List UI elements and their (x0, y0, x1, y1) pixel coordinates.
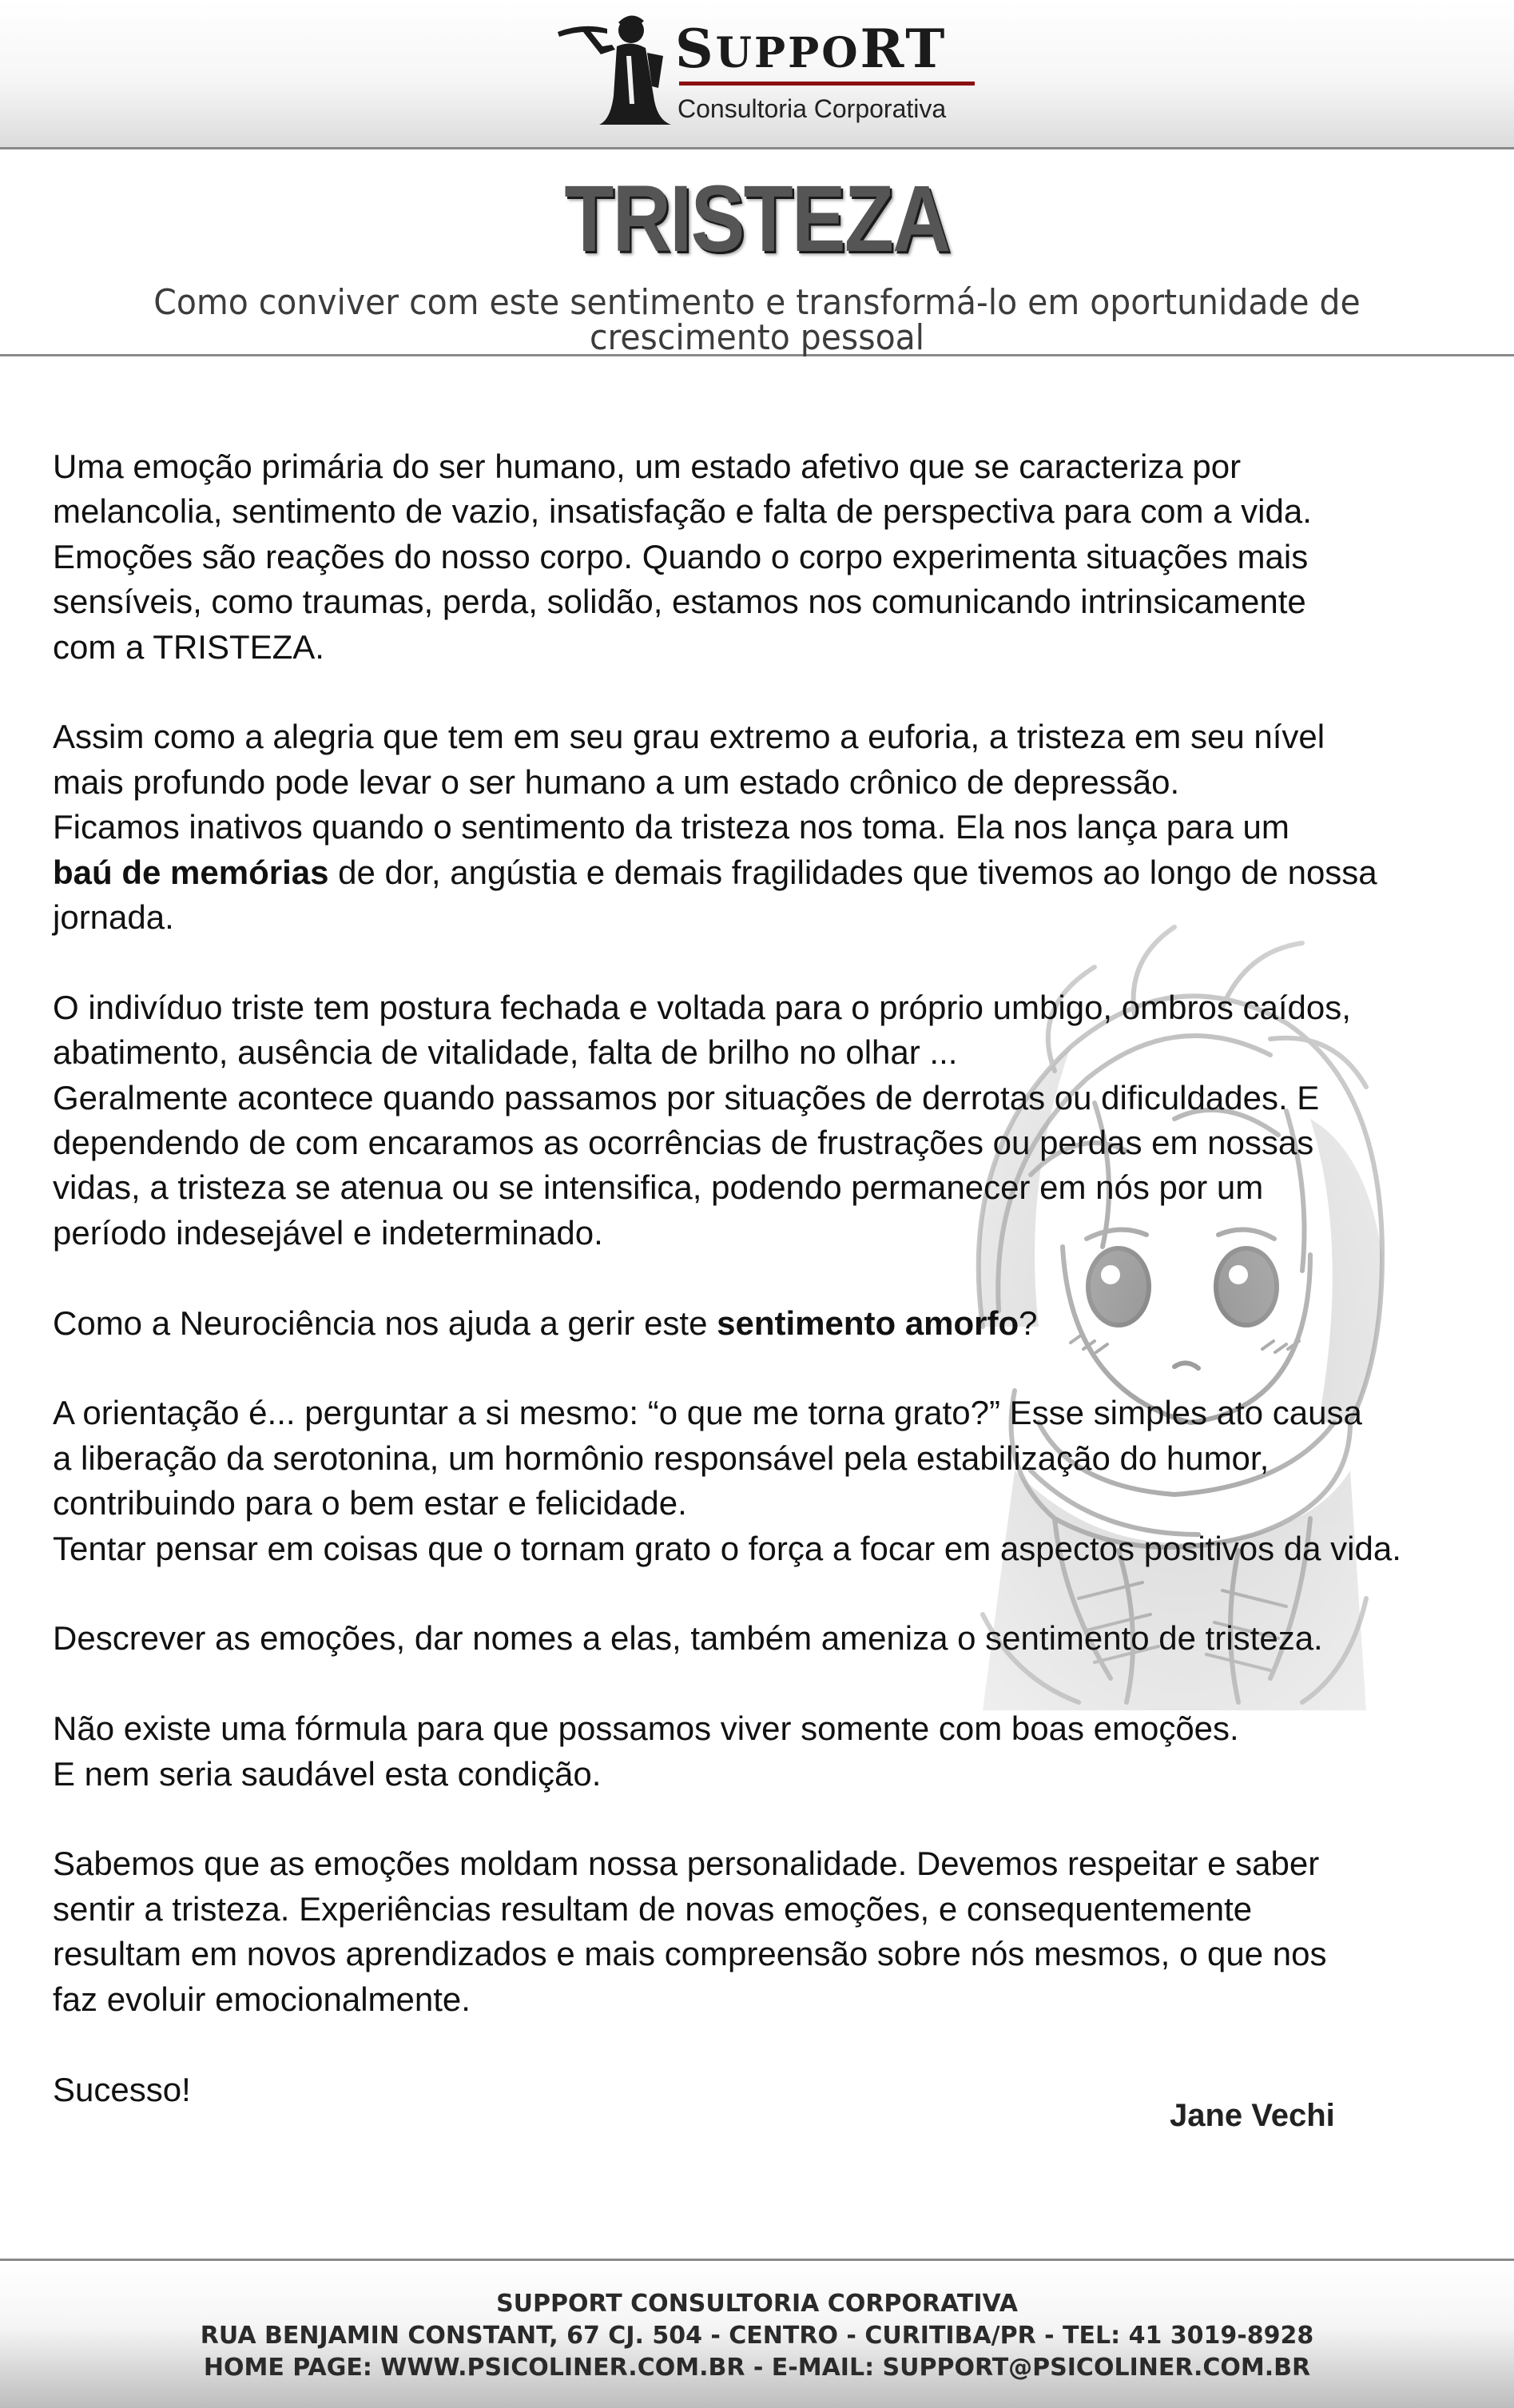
text-line: contribuindo para o bem estar e felicidade. (53, 1484, 687, 1522)
text-line: faz evoluir emocionalmente. (53, 1980, 471, 2018)
text-line: Uma emoção primária do ser humano, um estado afetivo que se caracteriza por (53, 448, 1242, 485)
text-line: Sucesso! (53, 2070, 191, 2108)
text-fragment: de dor, angústia e demais fragilidades que tivemos ao longo de nossa (328, 853, 1377, 891)
author-signature: Jane Vechi (1170, 2098, 1335, 2133)
footer-company: SUPPORT CONSULTORIA CORPORATIVA (496, 2290, 1018, 2318)
logo-subtitle: Consultoria Corporativa (678, 94, 947, 123)
text-line: resultam em novos aprendizados e mais compreensão sobre nós mesmos, o que nos (53, 1935, 1327, 1973)
paragraph-6 (53, 1616, 1483, 1661)
paragraph-1 (53, 444, 1483, 670)
text-line: período indesejável e indeterminado. (53, 1213, 603, 1252)
text-line: Sabemos que as emoções moldam nossa personalidade. Devemos respeitar e saber (53, 1845, 1320, 1883)
paragraph-4 (53, 1301, 1483, 1346)
text-line: sentir a tristeza. Experiências resultam de novas emoções, e consequentemente (53, 1889, 1253, 1928)
text-line: vidas, a tristeza se atenua ou se intensifica, podendo permanecer em nós por um (53, 1168, 1264, 1207)
text-line: mais profundo pode levar o ser humano a um estado crônico de depressão. (53, 762, 1180, 801)
text-line: Emoções são reações do nosso corpo. Quando o corpo experimenta situações mais (53, 537, 1309, 575)
text-fragment: Como a Neurociência nos ajuda a gerir este (53, 1304, 717, 1342)
text-line (53, 1301, 1483, 1346)
text-line: Não existe uma fórmula para que possamos viver somente com boas emoções. (53, 1709, 1239, 1748)
paragraph-7 (53, 1706, 1483, 1797)
text-line: dependendo de com encaramos as ocorrências de frustrações ou perdas em nossas (53, 1124, 1314, 1162)
article-title: TRISTEZA (564, 166, 950, 272)
page-footer (0, 2259, 1514, 2408)
logo-wordmark: SUPPORT (675, 18, 948, 80)
text-line: Tentar pensar em coisas que o tornam grato o força a focar em aspectos positivos da vida. (53, 1529, 1401, 1567)
paragraph-3 (53, 985, 1483, 1256)
bold-phrase: sentimento amorfo (717, 1304, 1019, 1342)
text-line: abatimento, ausência de vitalidade, falta de brilho no olhar ... (53, 1033, 958, 1072)
text-line: A orientação é... perguntar a si mesmo: “o que me torna grato?” Esse simples ato causa (53, 1394, 1362, 1432)
support-logo (551, 8, 983, 128)
article-subtitle: Como conviver com este sentimento e transformá-lo em oportunidade de crescimento pessoal (153, 282, 1361, 358)
text-line: Geralmente acontece quando passamos por situações de derrotas ou dificuldades. E (53, 1078, 1320, 1116)
article-body (53, 444, 1483, 2157)
logo-rule (679, 82, 975, 86)
text-line (53, 850, 1483, 895)
text-fragment: ? (1019, 1304, 1038, 1342)
page-header (0, 0, 1514, 149)
text-line: Assim como a alegria que tem em seu grau extremo a euforia, a tristeza em seu nível (53, 718, 1325, 756)
footer-address: RUA BENJAMIN CONSTANT, 67 CJ. 504 - CENTRO - CURITIBA/PR - TEL: 41 3019-8928 (200, 2322, 1314, 2350)
text-line: melancolia, sentimento de vazio, insatisfação e falta de perspectiva para com a vida. (53, 492, 1312, 531)
text-line: jornada. (53, 898, 174, 937)
text-line: O indivíduo triste tem postura fechada e voltada para o próprio umbigo, ombros caídos, (53, 988, 1351, 1026)
paragraph-5 (53, 1391, 1483, 1571)
bold-phrase: baú de memórias (53, 853, 329, 891)
waiter-figure-icon (551, 8, 679, 128)
text-line: sensíveis, como traumas, perda, solidão, estamos nos comunicando intrinsicamente (53, 583, 1306, 621)
paragraph-2 (53, 714, 1483, 940)
text-line: com a TRISTEZA. (53, 627, 324, 666)
text-line: E nem seria saudável esta condição. (53, 1754, 602, 1793)
text-line: a liberação da serotonina, um hormônio responsável pela estabilização do humor, (53, 1439, 1270, 1477)
text-line: Ficamos inativos quando o sentimento da tristeza nos toma. Ela nos lança para um (53, 808, 1289, 846)
paragraph-8 (53, 1841, 1483, 2022)
footer-contact: HOME PAGE: WWW.PSICOLINER.COM.BR - E-MAIL: SUPPORT@PSICOLINER.COM.BR (203, 2354, 1311, 2382)
title-band (0, 149, 1514, 356)
text-line: Descrever as emoções, dar nomes a elas, também ameniza o sentimento de tristeza. (53, 1619, 1323, 1658)
